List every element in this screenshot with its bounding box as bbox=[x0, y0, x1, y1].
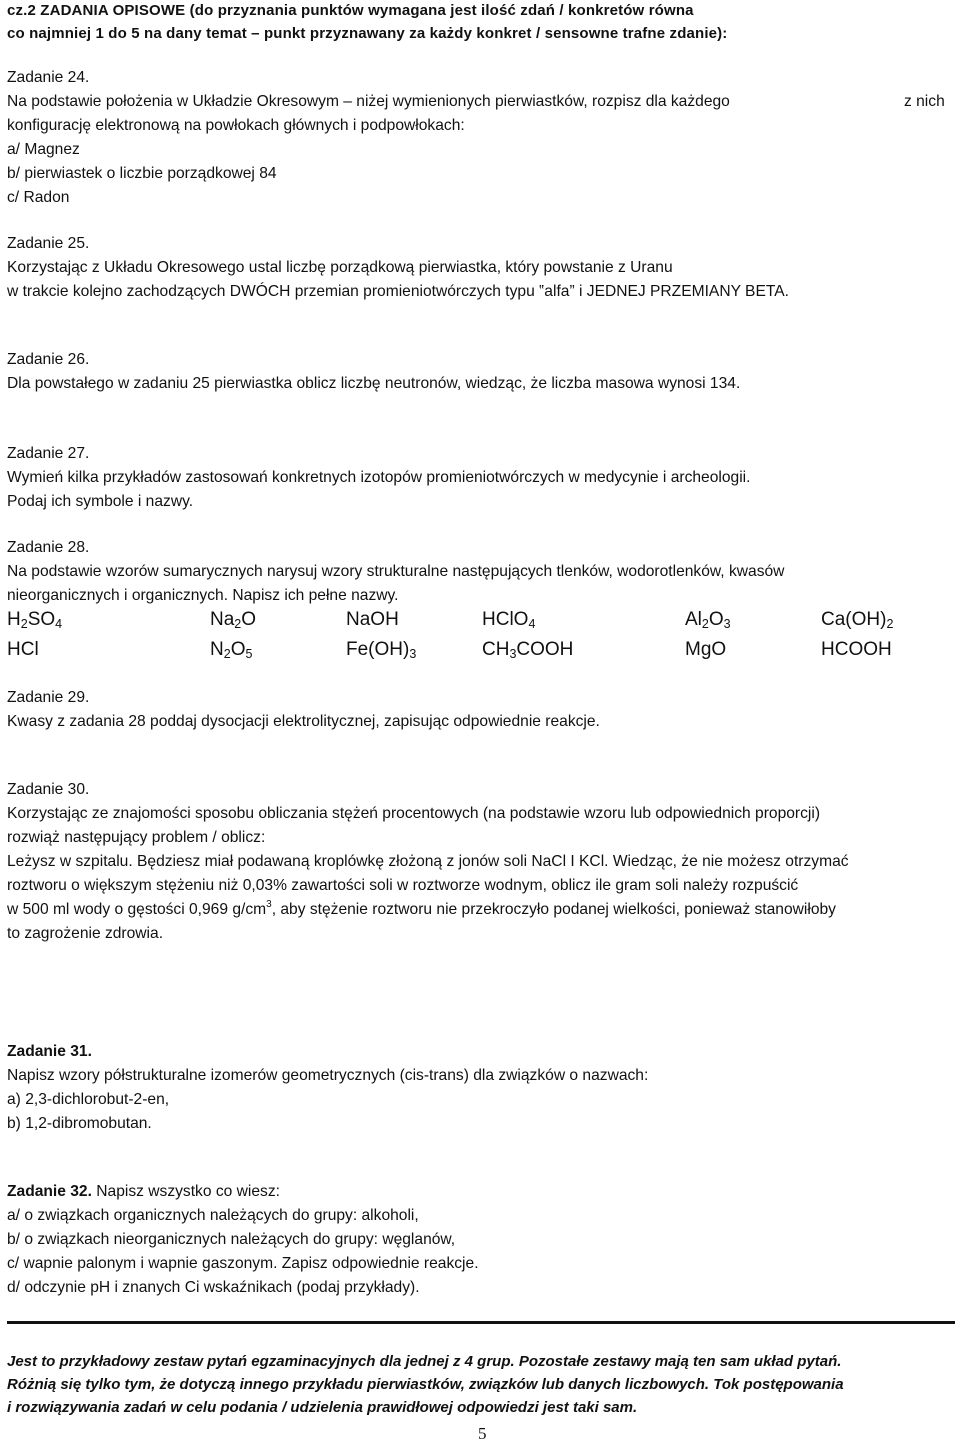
task-32-title: Zadanie 32. bbox=[7, 1183, 92, 1200]
footer-note-2: Różnią się tylko tym, że dotyczą innego przykładu pierwiastków, związków lub danych liczbowych. Tok postępowania bbox=[7, 1376, 844, 1393]
task-25-text-2: w trakcie kolejno zachodzących DWÓCH przemian promieniotwórczych typu ‟alfa” i JEDNEJ PRZEMIANY BETA. bbox=[7, 283, 789, 300]
task-30-text-3: Leżysz w szpitalu. Będziesz miał podawaną kroplówkę złożoną z jonów soli NaCl I KCl. Wiedząc, że nie możesz otrzymać bbox=[7, 853, 849, 870]
chemical-formula bbox=[821, 638, 892, 662]
footer-divider bbox=[7, 1321, 955, 1324]
section-header-line-1: cz.2 ZADANIA OPISOWE (do przyznania punktów wymagana jest ilość zdań / konkretów równa bbox=[7, 2, 694, 19]
chemical-formula bbox=[7, 638, 39, 662]
task-24-item-a: a/ Magnez bbox=[7, 141, 80, 158]
formula-part: Al bbox=[685, 609, 702, 630]
formula-subscript: 2 bbox=[223, 647, 231, 661]
chemical-formula bbox=[482, 638, 573, 662]
task-32-item-a: a/ o związkach organicznych należących do grupy: alkoholi, bbox=[7, 1207, 419, 1224]
task-32-item-d: d/ odczynie pH i znanych Ci wskaźnikach (podaj przykłady). bbox=[7, 1279, 420, 1296]
formula-subscript: 2 bbox=[701, 617, 709, 631]
task-27-text-1: Wymień kilka przykładów zastosowań konkretnych izotopów promieniotwórczych w medycynie i archeologii. bbox=[7, 469, 751, 486]
task-25-text-1: Korzystając z Układu Okresowego ustal liczbę porządkową pierwiastka, który powstanie z Uranu bbox=[7, 259, 673, 276]
task-27-text-2: Podaj ich symbole i nazwy. bbox=[7, 493, 194, 510]
chemical-formula bbox=[346, 608, 399, 632]
formula-part: N bbox=[210, 639, 224, 660]
task-31-text-1: Napisz wzory półstrukturalne izomerów geometrycznych (cis-trans) dla związków o nazwach: bbox=[7, 1067, 649, 1084]
chemical-formula bbox=[210, 638, 252, 662]
task-30-title: Zadanie 30. bbox=[7, 781, 90, 798]
formula-part: Ca(OH) bbox=[821, 609, 887, 630]
task-25-title: Zadanie 25. bbox=[7, 235, 90, 252]
formula-part: MgO bbox=[685, 639, 727, 660]
page-number: 5 bbox=[478, 1424, 487, 1443]
formula-part: COOH bbox=[516, 639, 574, 660]
task-28-title: Zadanie 28. bbox=[7, 539, 90, 556]
formula-subscript: 5 bbox=[245, 647, 253, 661]
formula-subscript: 3 bbox=[723, 617, 731, 631]
formula-part: O bbox=[708, 609, 724, 630]
chemical-formula bbox=[346, 638, 416, 662]
formula-part: Fe(OH) bbox=[346, 639, 410, 660]
footer-note-1: Jest to przykładowy zestaw pytań egzaminacyjnych dla jednej z 4 grup. Pozostałe zestawy mają ten sam układ pytań. bbox=[7, 1353, 842, 1370]
task-29-title: Zadanie 29. bbox=[7, 689, 90, 706]
chemical-formula bbox=[821, 608, 893, 632]
chemical-formula bbox=[7, 608, 62, 632]
formula-part: SO bbox=[27, 609, 56, 630]
footer-note-3: i rozwiązywania zadań w celu podania / udzielenia prawidłowej odpowiedzi jest taki sam. bbox=[7, 1399, 638, 1416]
chemical-formula bbox=[685, 608, 731, 632]
task-29-text-1: Kwasy z zadania 28 poddaj dysocjacji elektrolitycznej, zapisując odpowiednie reakcje. bbox=[7, 713, 600, 730]
task-30-text-6: to zagrożenie zdrowia. bbox=[7, 925, 164, 942]
formula-subscript: 3 bbox=[409, 647, 417, 661]
formula-subscript: 4 bbox=[528, 617, 536, 631]
task-30-text-5b: , aby stężenie roztworu nie przekroczyło podanej wielkości, ponieważ stanowiłoby bbox=[271, 901, 836, 918]
task-30-text-5 bbox=[7, 900, 836, 920]
formula-part: CH bbox=[482, 639, 510, 660]
task-24-title: Zadanie 24. bbox=[7, 69, 90, 86]
formula-part: HCl bbox=[7, 639, 39, 660]
task-32-heading bbox=[7, 1182, 280, 1202]
task-31-title: Zadanie 31. bbox=[7, 1043, 92, 1060]
chemical-formula bbox=[482, 608, 535, 632]
task-30-text-1: Korzystając ze znajomości sposobu obliczania stężeń procentowych (na podstawie wzoru lub odpowiednich proporcji) bbox=[7, 805, 821, 822]
task-31-item-b: b) 1,2-dibromobutan. bbox=[7, 1115, 152, 1132]
task-32-item-b: b/ o związkach nieorganicznych należących do grupy: węglanów, bbox=[7, 1231, 456, 1248]
section-header-line-2: co najmniej 1 do 5 na dany temat – punkt przyznawany za każdy konkret / sensowne trafne zdanie): bbox=[7, 25, 728, 42]
task-24-item-b: b/ pierwiastek o liczbie porządkowej 84 bbox=[7, 165, 277, 182]
formula-part: H bbox=[7, 609, 21, 630]
formula-subscript: 3 bbox=[509, 647, 517, 661]
formula-part: O bbox=[230, 639, 246, 660]
formula-subscript: 2 bbox=[20, 617, 28, 631]
task-26-title: Zadanie 26. bbox=[7, 351, 90, 368]
task-32-item-c: c/ wapnie palonym i wapnie gaszonym. Zapisz odpowiednie reakcje. bbox=[7, 1255, 479, 1272]
formula-part: HCOOH bbox=[821, 639, 892, 660]
formula-part: HClO bbox=[482, 609, 529, 630]
formula-subscript: 2 bbox=[234, 617, 242, 631]
task-31-item-a: a) 2,3-dichlorobut-2-en, bbox=[7, 1091, 170, 1108]
task-27-title: Zadanie 27. bbox=[7, 445, 90, 462]
formula-subscript: 4 bbox=[55, 617, 63, 631]
formula-part: Na bbox=[210, 609, 235, 630]
task-24-text-1: Na podstawie położenia w Układzie Okresowym – niżej wymienionych pierwiastków, rozpisz dla każdego bbox=[7, 93, 730, 110]
task-30-text-5a: w 500 ml wody o gęstości 0,969 g/cm bbox=[7, 901, 267, 918]
formula-subscript: 2 bbox=[886, 617, 894, 631]
task-24-text-1-end: z nich bbox=[904, 93, 945, 110]
formula-part: NaOH bbox=[346, 609, 399, 630]
formula-part: O bbox=[241, 609, 257, 630]
task-26-text-1: Dla powstałego w zadaniu 25 pierwiastka oblicz liczbę neutronów, wiedząc, że liczba masowa wynosi 134. bbox=[7, 375, 741, 392]
task-24-item-c: c/ Radon bbox=[7, 189, 70, 206]
task-30-text-4: roztworu o większym stężeniu niż 0,03% zawartości soli w roztworze wodnym, oblicz ile gram soli należy rozpuścić bbox=[7, 877, 799, 894]
task-30-superscript: 3 bbox=[266, 899, 272, 910]
chemical-formula bbox=[210, 608, 256, 632]
task-28-text-1: Na podstawie wzorów sumarycznych narysuj wzory strukturalne następujących tlenków, wodorotlenków, kwasów bbox=[7, 563, 785, 580]
task-32-title-rest: Napisz wszystko co wiesz: bbox=[91, 1183, 280, 1200]
chemical-formula bbox=[685, 638, 726, 662]
task-24-text-2: konfigurację elektronową na powłokach głównych i podpowłokach: bbox=[7, 117, 465, 134]
task-30-text-2: rozwiąż następujący problem / oblicz: bbox=[7, 829, 266, 846]
task-28-text-2: nieorganicznych i organicznych. Napisz ich pełne nazwy. bbox=[7, 587, 399, 604]
